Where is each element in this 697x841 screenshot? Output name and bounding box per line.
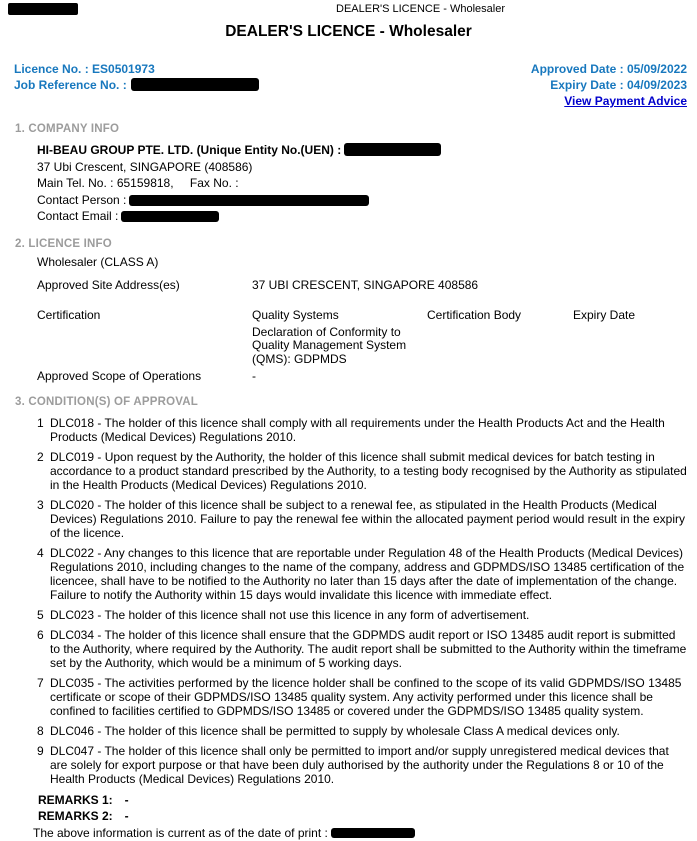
- expiry-date-value: 04/09/2023: [626, 78, 687, 92]
- approved-scope-row: [37, 369, 697, 383]
- condition-text: DLC047 - The holder of this licence shall only be permitted to import and/or supply unregistered medical devices that are solely for export purpose or that have been duly authorised by the authority under the Regulations 8 or 10 of the Health Products (Medical Devices) Regulations 2010.: [50, 744, 669, 786]
- company-phone-line: [37, 175, 683, 192]
- redaction-job-reference: [131, 78, 259, 91]
- contact-person-label: Contact Person :: [37, 192, 127, 207]
- condition-text: DLC046 - The holder of this licence shall be permitted to supply by wholesale Class A medical devices only.: [50, 724, 620, 738]
- fax-label: Fax No. :: [189, 176, 239, 190]
- company-info-block: [37, 142, 683, 225]
- remarks-2-line: [38, 808, 697, 824]
- condition-item: [37, 546, 687, 602]
- company-info-section-heading: 1. COMPANY INFO: [15, 123, 120, 135]
- company-name-uen-label: HI-BEAU GROUP PTE. LTD. (Unique Entity No.(UEN) :: [37, 143, 342, 157]
- licence-type: Wholesaler (CLASS A): [37, 254, 159, 269]
- page-title: DEALER'S LICENCE - Wholesaler: [225, 23, 472, 40]
- contact-email-label: Contact Email :: [37, 209, 119, 223]
- print-header: DEALER'S LICENCE - Wholesaler: [336, 3, 505, 15]
- condition-number: 1: [37, 416, 44, 430]
- expiry-date-cell-empty: [573, 322, 687, 367]
- condition-item: [37, 676, 687, 718]
- remarks-1-label: REMARKS 1:: [38, 793, 113, 807]
- condition-item: [37, 416, 687, 444]
- scope-value: -: [252, 369, 256, 383]
- conditions-list: [37, 416, 687, 786]
- condition-item: [37, 608, 687, 622]
- condition-number: 5: [37, 608, 44, 622]
- approved-site-address-row: [37, 278, 697, 292]
- condition-text: DLC019 - Upon request by the Authority, the holder of this licence shall submit medical devices for batch testing in accordance to a product standard prescribed by the Authority, to a testing body recognised by the Authority as stipulated in the Health Products (Medical Devices) Regulations 2010.: [50, 450, 687, 492]
- condition-number: 8: [37, 724, 44, 738]
- condition-text: DLC022 - Any changes to this licence that are reportable under Regulation 48 of the Health Products (Medical Devices) Regulations 2010, including changes to the name of the company, address and GDPMDS/ISO 13485 certification of the licencee, shall have to be notified to the Authority no later than 15 days after the date of implementation of the change. Failure to notify the Authority within 15 days would invalidate this licence with immediate effect.: [50, 546, 685, 602]
- site-address-label: Approved Site Address(es): [37, 277, 180, 292]
- condition-item: [37, 744, 687, 786]
- site-address-value: 37 UBI CRESCENT, SINGAPORE 408586: [252, 277, 479, 292]
- licence-meta: [0, 62, 697, 110]
- remarks-block: [38, 792, 697, 824]
- licence-number-line: [14, 62, 259, 78]
- condition-item: [37, 498, 687, 540]
- redaction-uen: [344, 143, 441, 156]
- expiry-date-line: [531, 78, 687, 94]
- certification-body-cell-empty: [427, 322, 573, 367]
- condition-number: 6: [37, 628, 44, 642]
- remarks-1-value: -: [124, 793, 129, 807]
- redaction-date-of-print: [331, 828, 415, 838]
- certification-body-column-header: Certification Body: [427, 307, 522, 322]
- redaction-contact-person: [129, 195, 369, 206]
- expiry-date-label: Expiry Date :: [550, 78, 624, 92]
- contact-email-line: [37, 208, 683, 225]
- company-name-uen-line: [37, 142, 683, 159]
- conditions-section-heading: 3. CONDITION(S) OF APPROVAL: [15, 396, 199, 408]
- expiry-date-column-header: Expiry Date: [573, 307, 636, 322]
- licence-meta-left: [14, 62, 259, 110]
- date-of-print-label: The above information is current as of the date of print :: [33, 826, 328, 840]
- condition-text: DLC034 - The holder of this licence shall ensure that the GDPMDS audit report or ISO 13485 audit report is submitted to the Authority, where required by the Authority. The audit report shall be submitted to the Authority within the timeframe set by the Authority, which would be a minimum of 5 working days.: [50, 628, 687, 670]
- certification-column-header: Certification: [37, 307, 101, 322]
- redaction-agency-logo: [8, 3, 78, 15]
- condition-text: DLC035 - The activities performed by the licence holder shall be confined to the scope of its valid GDPMDS/ISO 13485 certificate or scope of their GDPMDS/ISO 13485 quality system. Any activity performed under this licence shall be confined to facilities certified to GDPMDS/ISO 13485 or covered under the GDPMDS/ISO 13485 quality system.: [50, 676, 682, 718]
- certification-table: [37, 308, 687, 367]
- scope-label: Approved Scope of Operations: [37, 369, 202, 383]
- quality-systems-column-header: Quality Systems: [252, 307, 339, 322]
- remarks-1-line: [38, 792, 697, 808]
- condition-text: DLC023 - The holder of this licence shall not use this licence in any form of advertisement.: [50, 608, 530, 622]
- date-of-print-line: [33, 826, 697, 841]
- licence-info-section-heading: 2. LICENCE INFO: [15, 237, 112, 250]
- condition-number: 7: [37, 676, 44, 690]
- licence-number-label: Licence No. :: [14, 62, 89, 76]
- condition-number: 9: [37, 744, 44, 758]
- job-reference-line: [14, 78, 259, 94]
- redaction-contact-email: [121, 211, 219, 222]
- remarks-2-label: REMARKS 2:: [38, 809, 113, 823]
- licence-meta-right: [531, 62, 687, 110]
- approved-date-label: Approved Date :: [530, 62, 624, 76]
- condition-number: 4: [37, 546, 44, 560]
- view-payment-advice-link[interactable]: View Payment Advice: [564, 94, 687, 108]
- condition-item: [37, 628, 687, 670]
- certification-cell-empty: [37, 322, 252, 367]
- condition-text: DLC020 - The holder of this licence shall be subject to a renewal fee, as stipulated in the Health Products (Medical Devices) Regulations 2010. Failure to pay the renewal fee within the allocated payment period would result in the expiry of the licence.: [50, 498, 686, 540]
- remarks-2-value: -: [124, 809, 129, 823]
- condition-item: [37, 724, 687, 738]
- condition-text: DLC018 - The holder of this licence shall comply with all requirements under the Health Products Act and the Health Products (Medical Devices) Regulations 2010.: [50, 416, 665, 444]
- condition-number: 2: [37, 450, 44, 464]
- approved-date-line: [531, 62, 687, 78]
- job-reference-label: Job Reference No. :: [14, 78, 127, 92]
- condition-number: 3: [37, 498, 44, 512]
- main-tel-value: 65159818,: [116, 176, 174, 190]
- main-tel-label: Main Tel. No. :: [37, 176, 114, 190]
- contact-person-line: [37, 192, 683, 209]
- company-address-line: 37 Ubi Crescent, SINGAPORE (408586): [37, 159, 253, 174]
- quality-systems-value: Declaration of Conformity to Quality Management System (QMS): GDPMDS: [252, 324, 407, 366]
- licence-number-value: ES0501973: [92, 62, 155, 76]
- condition-item: [37, 450, 687, 492]
- approved-date-value: 05/09/2022: [626, 62, 687, 76]
